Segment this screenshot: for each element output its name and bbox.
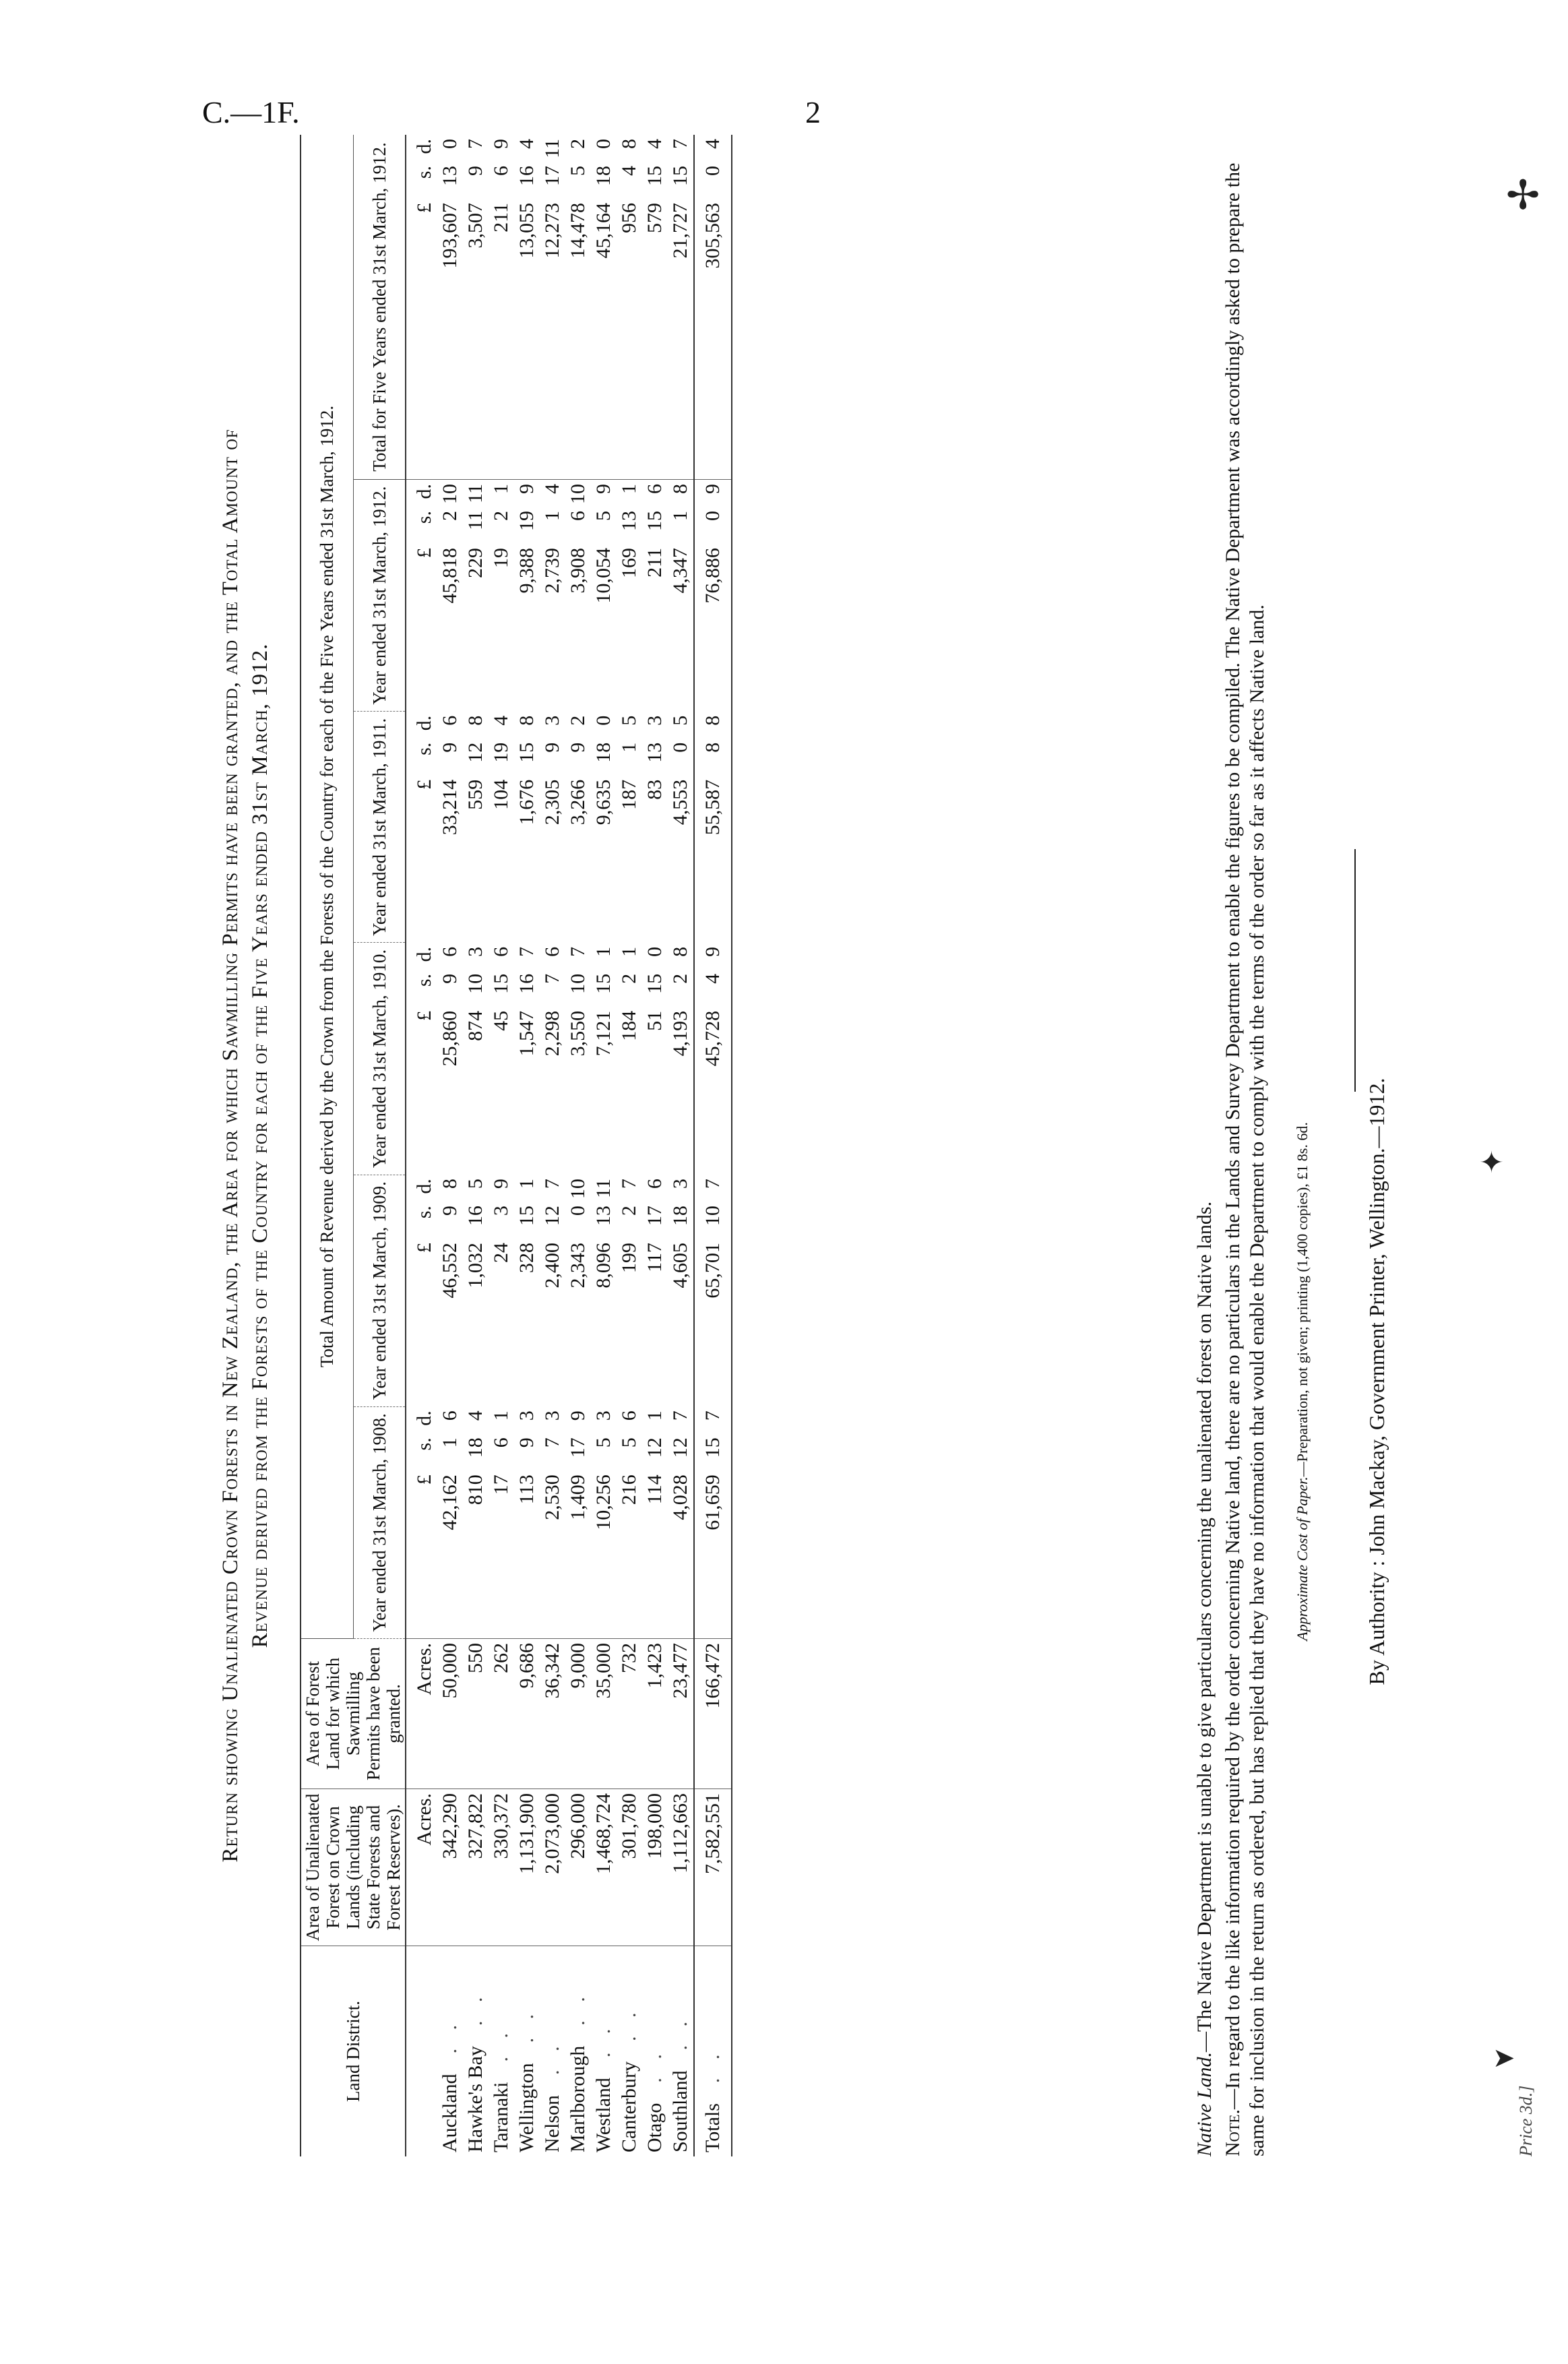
cell-y1908: 4,028127 (668, 1406, 694, 1638)
ink-blot-mark: ➤ (1493, 2043, 1515, 2073)
rotated-return-page (216, 135, 1536, 2156)
cell-y1910: 1,547167 (515, 946, 538, 1057)
cell-y1908: 10,25653 (591, 1406, 617, 1638)
cell-y1908: 810184 (463, 1406, 489, 1638)
cell-district: Hawke's Bay. . (464, 1990, 487, 2152)
cell-area-unalienated: 7,582,551 (694, 1789, 732, 1946)
cell-y1909: 2,400127 (541, 1179, 563, 1288)
cell-area-permits: 262 (489, 1639, 514, 1789)
cell-y1909: 46,55298 (439, 1179, 461, 1299)
cell-district: Southland. . (669, 2014, 691, 2152)
cost-label: Approximate Cost of Paper. (1294, 1476, 1311, 1641)
cell-area-unalienated: 296,000 (565, 1789, 591, 1946)
col-header-year-1910: Year ended 31st March, 1910. (353, 943, 406, 1175)
cell-y1911: 83133 (644, 715, 666, 800)
unit-lsd: £s.d. (413, 1179, 435, 1253)
cell-y1908: 1761 (489, 1406, 514, 1638)
cell-y1908: 1,409179 (565, 1406, 591, 1638)
cell-district: Marlborough. . (567, 1990, 589, 2152)
cell-total: 12,2731711 (540, 135, 565, 480)
totals-label: Totals. . (694, 1946, 732, 2157)
native-land-text: —The Native Department is unable to give particulars concerning the unalienated forest on Native lands. (1193, 1201, 1216, 2052)
table-body (406, 135, 732, 2156)
cell-area-unalienated: 1,112,663 (668, 1789, 694, 1946)
table-row (642, 135, 668, 2156)
title-line-1: Return showing Unalienated Crown Forests in New Zealand, the Area for which Sawmilling Permits have been granted, and the Total Amount of (218, 429, 243, 1863)
table-row (565, 135, 591, 2156)
cell-total: 13,055164 (514, 135, 540, 480)
table-row (463, 135, 489, 2156)
cell-y1910: 51150 (644, 946, 666, 1031)
cell-area-permits: 550 (463, 1639, 489, 1789)
table-row (437, 135, 463, 2156)
cell-y1910: 45156 (490, 946, 512, 1031)
cost-text: —Preparation, not given; printing (1,400 copies), £1 8s. 6d. (1294, 1122, 1311, 1477)
page-number: 2 (805, 95, 821, 129)
unit-lsd: £s.d. (413, 484, 435, 558)
table-row (668, 135, 694, 2156)
cell-y1909: 65,701107 (694, 1175, 732, 1406)
cell-y1911: 33,21496 (439, 715, 461, 836)
cell-area-permits: 36,342 (540, 1639, 565, 1789)
cell-area-unalienated: 342,290 (437, 1789, 463, 1946)
cell-area-unalienated: 2,073,000 (540, 1789, 565, 1946)
price: Price 3d.] (1516, 2085, 1536, 2156)
cell-y1910: 4,19328 (669, 946, 691, 1057)
approximate-cost (1294, 606, 1311, 2156)
cell-total: 193,607130 (437, 135, 463, 480)
cell-total: 21,727157 (668, 135, 694, 480)
cell-district: Canterbury. . (618, 2005, 640, 2152)
cell-y1910: 3,550107 (567, 946, 589, 1057)
cell-y1912: 4,34718 (669, 484, 691, 594)
cell-area-permits: 35,000 (591, 1639, 617, 1789)
cell-y1908: 42,16216 (437, 1406, 463, 1638)
cell-area-permits: 9,686 (514, 1639, 540, 1789)
cell-total: 579154 (642, 135, 668, 480)
unit-acres: Acres. (406, 1639, 437, 1789)
cell-y1911: 18715 (618, 715, 640, 810)
cell-y1910: 25,86096 (439, 946, 461, 1067)
cell-y1912: 169131 (618, 484, 640, 578)
cell-total: 45,164180 (591, 135, 617, 480)
cell-area-unalienated: 301,780 (617, 1789, 642, 1946)
title-line-2: Revenue derived from the Forests of the Country for each of the Five Years ended 31st March, 1912. (248, 643, 272, 1648)
cell-y1908: 21656 (617, 1406, 642, 1638)
cell-district: Taranaki. . (490, 2026, 512, 2152)
cell-area-permits: 50,000 (437, 1639, 463, 1789)
table-row (540, 135, 565, 2156)
unit-lsd: £s.d. (413, 715, 435, 790)
cell-y1911: 2,30593 (541, 715, 563, 826)
cell-district: Nelson. . (541, 2039, 563, 2152)
document-code: C.—1F. (202, 95, 300, 129)
cell-y1912: 2,73914 (541, 484, 563, 594)
notes-section (1193, 135, 1274, 2156)
cell-y1912: 9,388199 (515, 484, 538, 594)
cell-area-permits: 9,000 (565, 1639, 591, 1789)
cell-area-unalienated: 330,372 (489, 1789, 514, 1946)
note-label: Note. (1222, 2109, 1244, 2156)
col-header-year-1908: Year ended 31st March, 1908. (353, 1406, 406, 1638)
table-row (489, 135, 514, 2156)
cell-y1912: 76,88609 (694, 480, 732, 712)
col-header-five-year-total: Total for Five Years ended 31st March, 1912. (353, 135, 406, 480)
cell-y1910: 2,29876 (541, 946, 563, 1057)
forest-revenue-table (300, 135, 732, 2156)
cell-y1911: 9,635180 (592, 715, 615, 826)
unit-lsd: £s.d. (406, 1406, 437, 1638)
printer-authority: By Authority : John Mackay, Government Printer, Wellington.—1912. (1365, 1078, 1389, 1685)
cell-area-permits: 166,472 (694, 1639, 732, 1789)
cell-y1909: 1,032165 (464, 1179, 487, 1288)
cell-y1908: 61,659157 (694, 1406, 732, 1638)
native-land-note (1193, 135, 1217, 2156)
cell-total: 14,47852 (565, 135, 591, 480)
cell-y1909: 19927 (618, 1179, 640, 1274)
cell-y1909: 2,343010 (567, 1179, 589, 1288)
ink-blot-mark: ✦ (1479, 1146, 1504, 1179)
cell-y1912: 45,818210 (439, 484, 461, 604)
cell-district: Otago. . (644, 2047, 666, 2152)
col-header-area-unalienated: Area of Unalienated Forest on Crown Lands (including State Forests and Forest Reserves). (301, 1789, 406, 1946)
cell-y1911: 559128 (464, 715, 487, 810)
col-header-year-1912: Year ended 31st March, 1912. (353, 480, 406, 712)
cell-y1908: 2,53073 (540, 1406, 565, 1638)
cell-area-unalienated: 1,468,724 (591, 1789, 617, 1946)
cell-total: 21169 (489, 135, 514, 480)
col-header-area-permits: Area of Forest Land for which Sawmilling Permits have been granted. (301, 1639, 406, 1789)
totals-row (694, 135, 732, 2156)
cell-y1908: 114121 (642, 1406, 668, 1638)
cell-y1910: 874103 (464, 946, 487, 1041)
general-note (1221, 135, 1269, 2156)
col-header-year-1909: Year ended 31st March, 1909. (353, 1175, 406, 1406)
cell-y1909: 8,0961311 (592, 1179, 615, 1288)
cell-area-permits: 23,477 (668, 1639, 694, 1789)
cell-y1912: 2291111 (464, 484, 487, 578)
cell-total: 305,56304 (694, 135, 732, 480)
cell-y1909: 328151 (515, 1179, 538, 1274)
cell-y1911: 1,676158 (515, 715, 538, 826)
cell-y1911: 55,58788 (694, 712, 732, 943)
cell-y1909: 117176 (644, 1179, 666, 1272)
cell-y1908: 11393 (514, 1406, 540, 1638)
table-row (617, 135, 642, 2156)
cell-y1909: 4,605183 (669, 1179, 691, 1288)
cell-district: Auckland. . (439, 2018, 461, 2152)
cell-area-unalienated: 327,822 (463, 1789, 489, 1946)
cell-y1910: 7,121151 (592, 946, 615, 1057)
cell-area-permits: 1,423 (642, 1639, 668, 1789)
cell-total: 95648 (617, 135, 642, 480)
cell-y1911: 104194 (490, 715, 512, 810)
cell-total: 3,50797 (463, 135, 489, 480)
cell-y1912: 10,05459 (592, 484, 615, 604)
ink-blot-mark: ✢ (1506, 173, 1540, 218)
cell-y1911: 3,26692 (567, 715, 589, 826)
cell-y1910: 18421 (618, 946, 640, 1041)
divider-rule (1354, 849, 1356, 1092)
native-land-label: Native Land. (1193, 2052, 1216, 2156)
col-header-district: Land District. (301, 1946, 406, 2157)
col-header-revenue-group: Total Amount of Revenue derived by the Crown from the Forests of the Country for each of the Five Years ended 31st March, 1912. (301, 135, 353, 1639)
cell-district: Westland. . (592, 2022, 615, 2152)
unit-lsd: £s.d. (413, 946, 435, 1021)
cell-area-unalienated: 1,131,900 (514, 1789, 540, 1946)
note-text: —In regard to the like information required by the order concerning Native land, there are no particulars in the Lands and Survey Department to enable the figures to be compiled. The Native Department was accordingly asked to prepare the same for inclusion in the return as ordered, but has replied that they have no information that would enable the Department to comply with the terms of the order so far as it affects Native land. (1222, 162, 1268, 2156)
cell-district: Wellington. . (515, 2007, 538, 2152)
unit-acres: Acres. (406, 1789, 437, 1946)
cell-area-unalienated: 198,000 (642, 1789, 668, 1946)
cell-y1911: 4,55305 (669, 715, 691, 826)
table-row (591, 135, 617, 2156)
table-row (514, 135, 540, 2156)
cell-y1912: 211156 (644, 484, 666, 578)
units-row (406, 135, 437, 2156)
unit-lsd: £s.d. (406, 135, 437, 480)
cell-y1909: 2439 (490, 1179, 512, 1264)
col-header-year-1911: Year ended 31st March, 1911. (353, 712, 406, 943)
cell-y1912: 1921 (490, 484, 512, 568)
cell-y1912: 3,908610 (567, 484, 589, 594)
cell-area-permits: 732 (617, 1639, 642, 1789)
return-title (216, 135, 275, 2156)
cell-y1910: 45,72849 (694, 943, 732, 1175)
